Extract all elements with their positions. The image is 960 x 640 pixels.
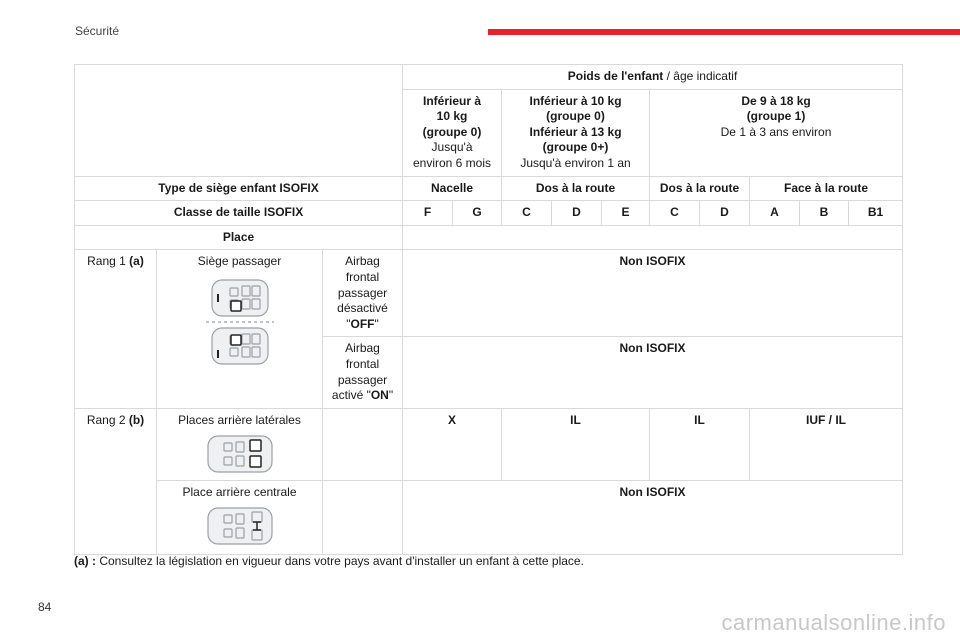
place-row	[75, 225, 903, 250]
section-title: Sécurité	[75, 24, 120, 38]
airbag-on-cell: Airbag frontal passager activé "ON"	[323, 337, 403, 408]
rang2-center-cell: Place arrière centrale	[157, 480, 323, 554]
rang1-label: Rang 1 (a)	[75, 250, 157, 408]
size-class-label: Classe de taille ISOFIX	[75, 201, 403, 226]
rang2-lateral-row: Rang 2 (b) Places arrière latérales X IL IL IUF / IL	[75, 408, 903, 480]
rang1-off-value: Non ISOFIX	[403, 250, 903, 337]
rang1-on-value: Non ISOFIX	[403, 337, 903, 408]
seat-type-row: Type de siège enfant ISOFIX Nacelle Dos à la route Dos à la route Face à la route	[75, 176, 903, 201]
footnote: (a) : Consultez la législation en vigueur dans votre pays avant d'installer un enfant à cette place.	[74, 554, 584, 568]
group-0-cell: Inférieur à 10 kg (groupe 0) Jusqu'à environ 6 mois	[403, 89, 502, 176]
weight-header-cell: Poids de l'enfant / âge indicatif	[403, 65, 903, 90]
rang2-center-value: Non ISOFIX	[403, 480, 903, 554]
front-passenger-seat-diagram-icon	[206, 276, 274, 376]
page-number: 84	[38, 600, 52, 614]
seat-type-label: Type de siège enfant ISOFIX	[75, 176, 403, 201]
airbag-off-cell: Airbag frontal passager désactivé "OFF"	[323, 250, 403, 337]
rear-lateral-seats-diagram-icon	[206, 434, 274, 474]
place-label: Place	[75, 225, 403, 250]
rang1-airbag-off-row	[75, 250, 903, 337]
header-accent-bar	[488, 29, 960, 35]
rang1-seat-cell: Siège passager	[157, 250, 323, 408]
empty-corner-cell	[75, 65, 403, 177]
group-1-cell: De 9 à 18 kg (groupe 1) De 1 à 3 ans environ	[650, 89, 903, 176]
watermark: carmanualsonline.info	[721, 610, 946, 635]
rear-center-seat-diagram-icon	[206, 506, 274, 546]
size-class-row: Classe de taille ISOFIX F G C D E C D A B B1	[75, 201, 903, 226]
isofix-table	[74, 64, 903, 555]
group-0plus-cell: Inférieur à 10 kg (groupe 0) Inférieur à 13 kg (groupe 0+) Jusqu'à environ 1 an	[502, 89, 650, 176]
rang2-lateral-cell: Places arrière latérales	[157, 408, 323, 480]
weight-header-row	[75, 65, 903, 90]
rang2-center-row	[75, 480, 903, 554]
rang2-label: Rang 2 (b)	[75, 408, 157, 554]
